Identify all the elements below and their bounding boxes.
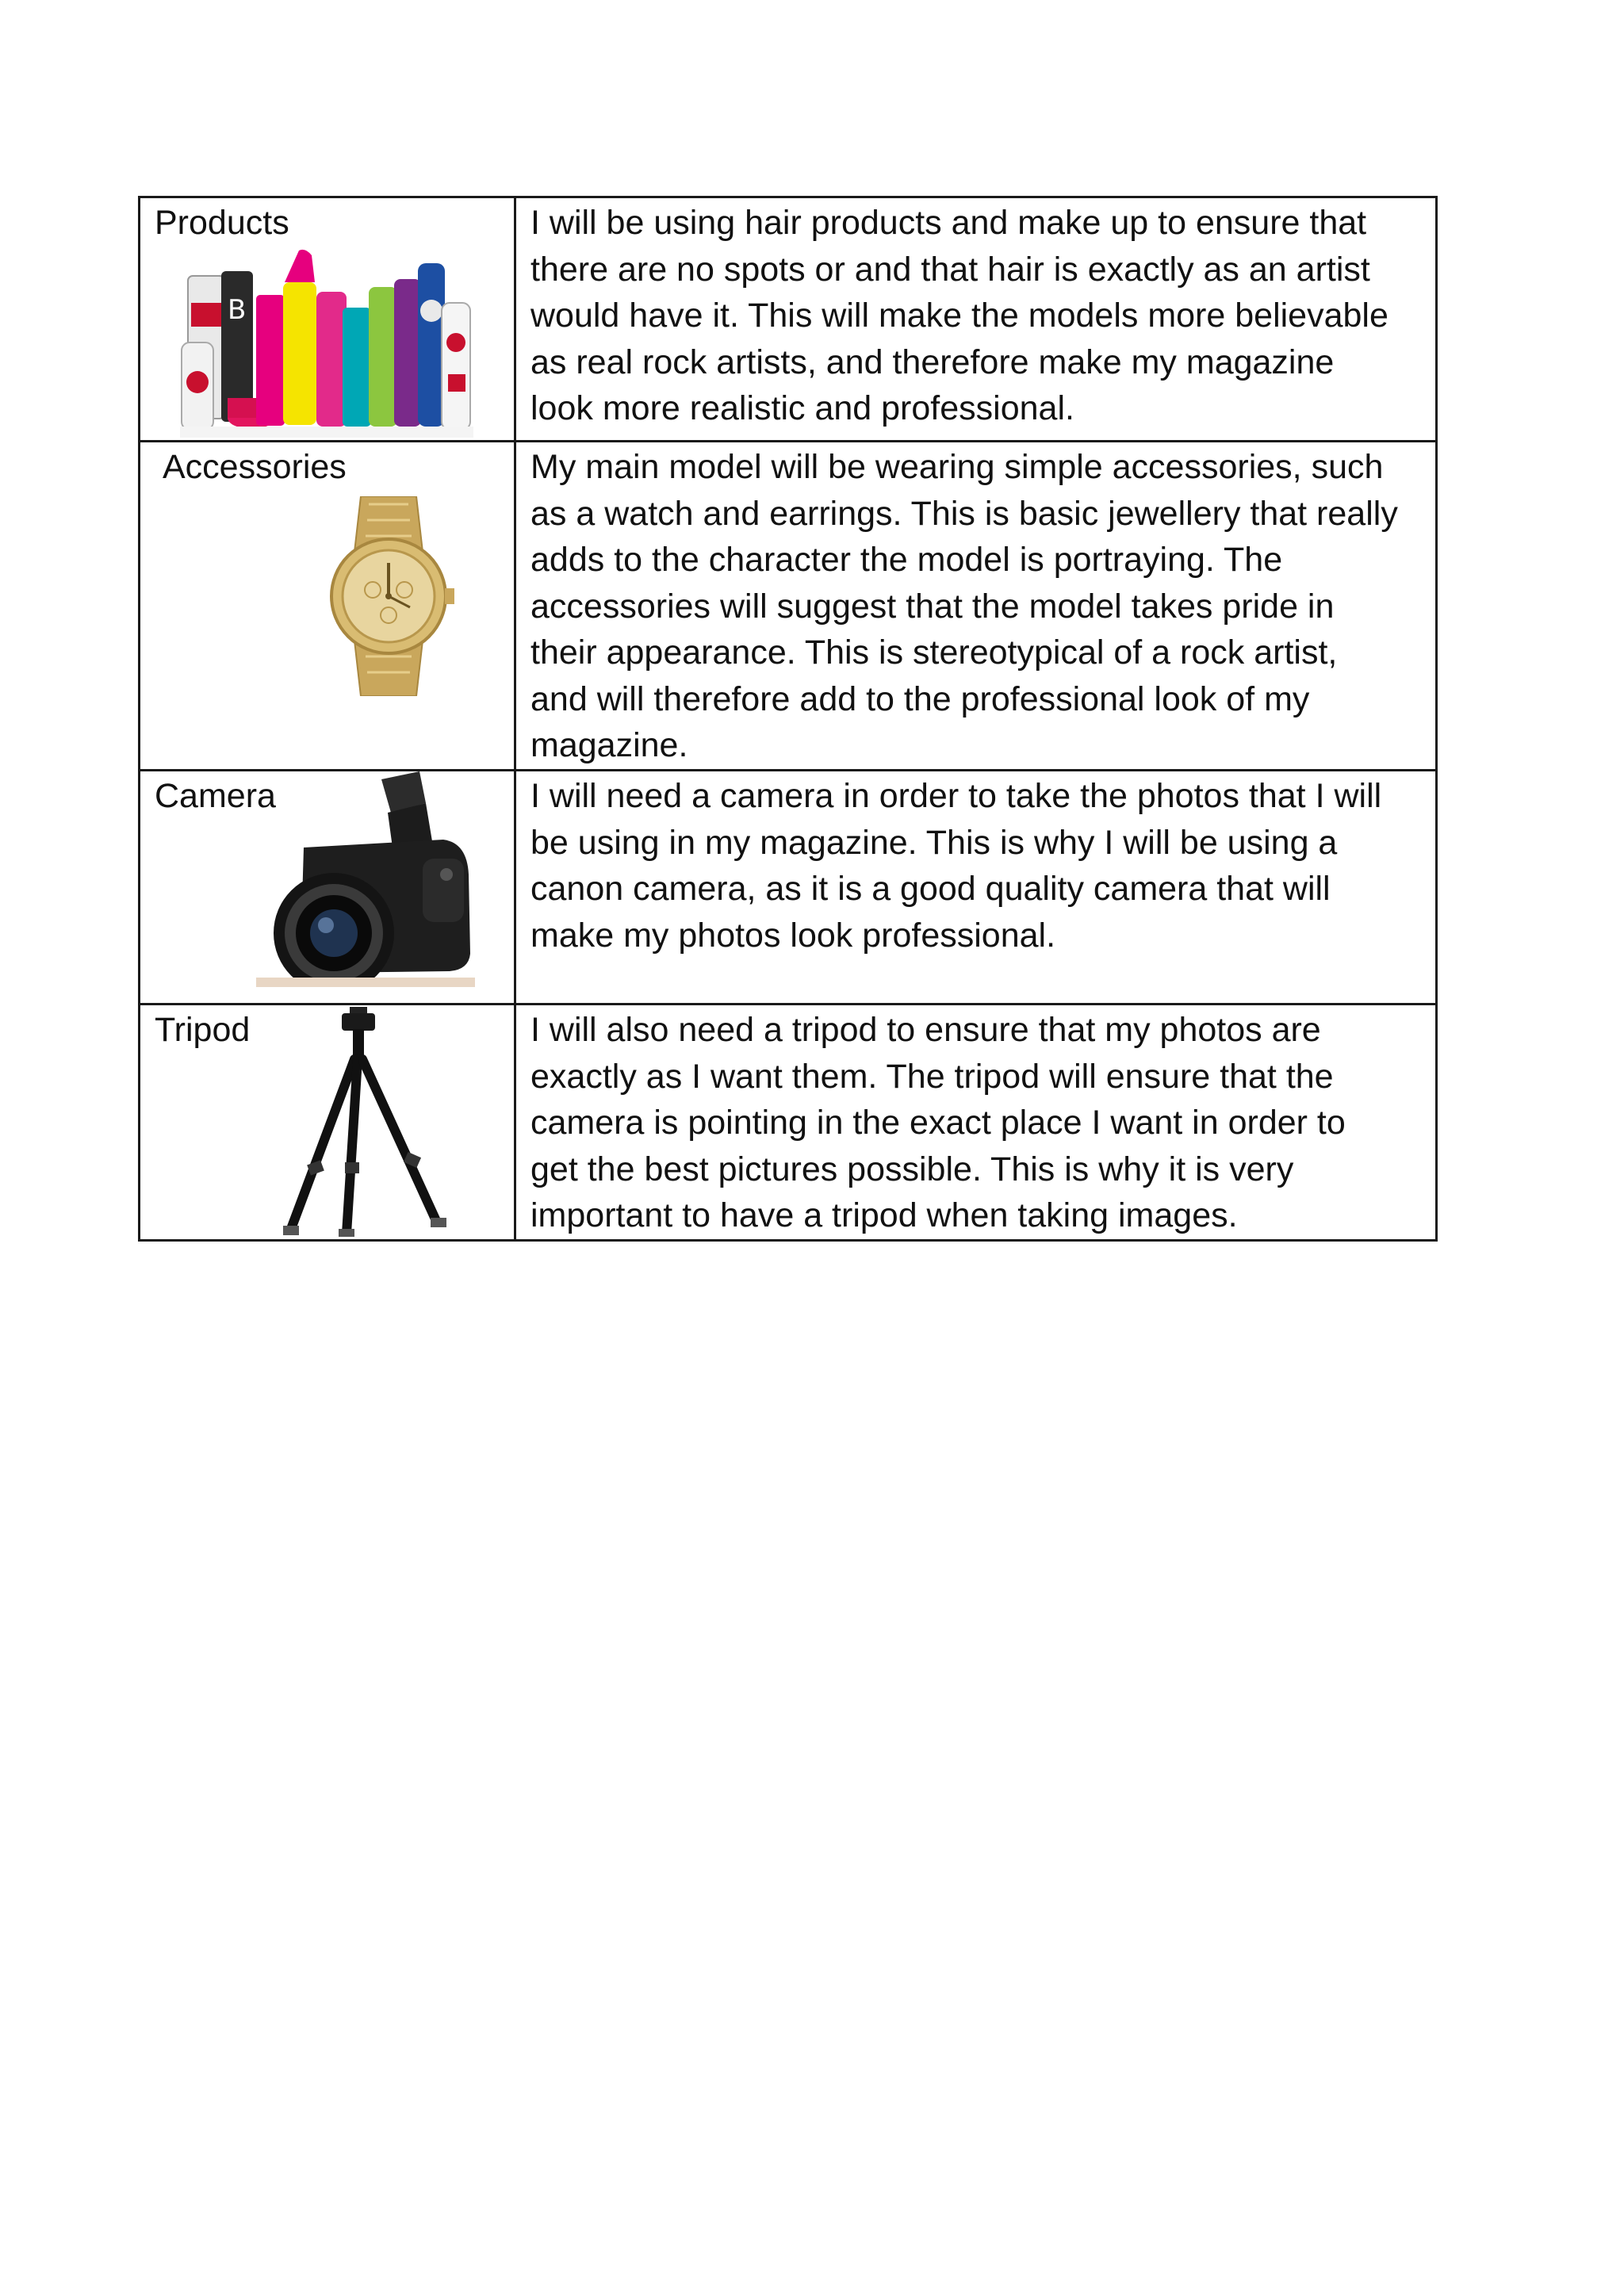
hair-products-image	[180, 247, 473, 438]
svg-text:B: B	[228, 294, 247, 326]
row-label: Products	[155, 204, 289, 242]
row-description: My main model will be wearing simple accessories, such as a watch and earrings. This is basic jewellery that really adds to the character the model is portraying. The accessories will suggest that the model takes pride in their appearance. This is stereotypical of a rock artist, and will therefore add to the professional look of my magazine.	[530, 448, 1398, 764]
description-cell	[515, 771, 1437, 1004]
row-description: I will be using hair products and make up to ensure that there are no spots or and that hair is exactly as an artist would have it. This will make the models more believable as real rock artists, and therefore make my magazine look more realistic and professional.	[530, 204, 1388, 427]
row-description: I will need a camera in order to take the photos that I will be using in my magazine. This is why I will be using a canon camera, as it is a good quality camera that will make my photos look professional.	[530, 777, 1382, 955]
tripod-image	[259, 1007, 465, 1237]
camera-image	[256, 771, 475, 987]
label-cell	[140, 442, 515, 771]
row-label: Accessories	[163, 448, 347, 486]
table-row	[140, 771, 1437, 1004]
props-table	[138, 196, 1438, 1242]
table-row	[140, 442, 1437, 771]
row-label: Tripod	[155, 1011, 251, 1049]
label-cell	[140, 197, 515, 442]
description-cell	[515, 442, 1437, 771]
row-description: I will also need a tripod to ensure that my photos are exactly as I want them. The tripod will ensure that the camera is pointing in the exact place I want in order to get the best pictures possible. This is why it is very important to have a tripod when taking images.	[530, 1011, 1346, 1234]
gold-watch-image	[321, 496, 456, 696]
table-row	[140, 197, 1437, 442]
label-cell	[140, 1004, 515, 1241]
description-cell	[515, 197, 1437, 442]
table-row	[140, 1004, 1437, 1241]
row-label: Camera	[155, 777, 276, 815]
label-cell	[140, 771, 515, 1004]
description-cell	[515, 1004, 1437, 1241]
